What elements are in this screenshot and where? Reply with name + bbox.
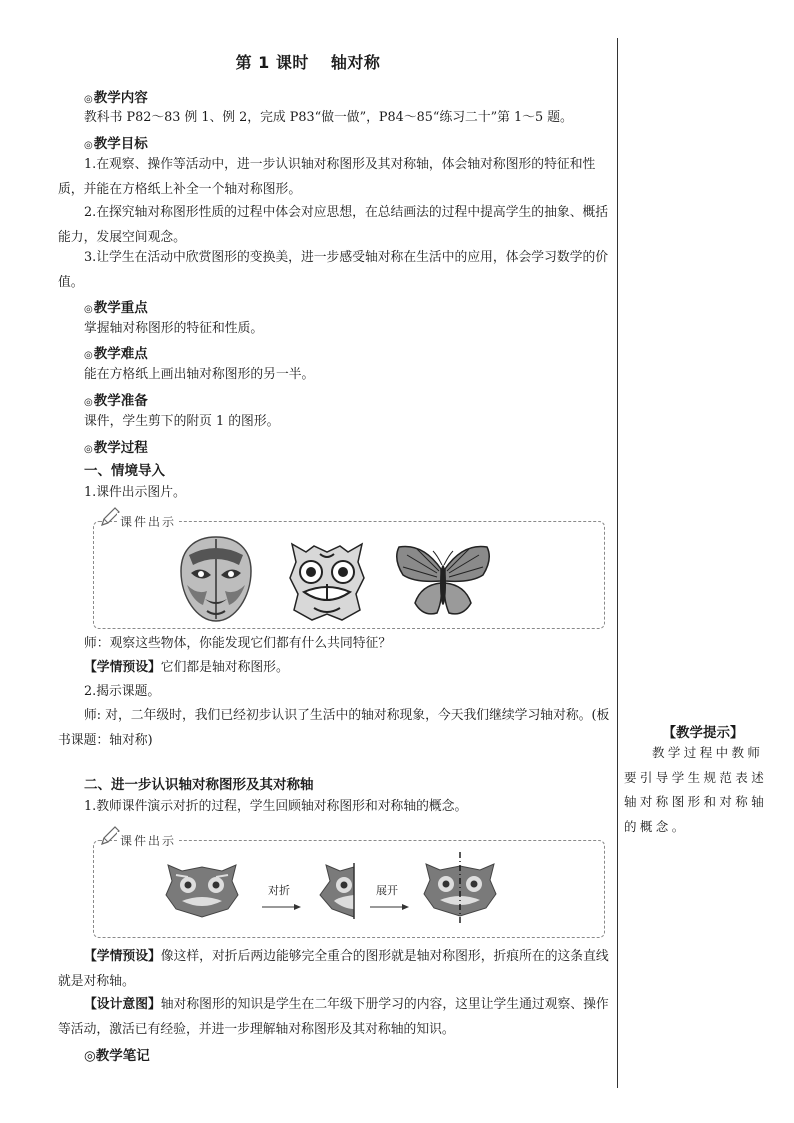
part2-design: 【设计意图】轴对称图形的知识是学生在二年级下册学习的内容，这里让学生通过观察、操作等活动，激活已有经验，并进一步理解轴对称图形及其对称轴的知识。 xyxy=(58,997,609,1037)
key-point-text: 掌握轴对称图形的特征和性质。 xyxy=(84,321,264,336)
heading-key-point: ◎教学重点 xyxy=(84,300,148,316)
arrow-icon xyxy=(262,896,302,915)
part2-heading: 二、进一步认识轴对称图形及其对称轴 xyxy=(84,777,314,793)
unfold-label: 展开 xyxy=(376,884,398,897)
goal-item-2: 2.在探究轴对称图形性质的过程中体会对应思想，在总结画法的过程中提高学生的抽象、概括能力，发展空间观念。 xyxy=(58,205,609,245)
goal-item-3: 3.让学生在活动中欣赏图形的变换美，进一步感受轴对称在生活中的应用，体会学习数学的价值。 xyxy=(58,250,609,290)
goal-item-1: 1.在观察、操作等活动中，进一步认识轴对称图形及其对称轴，体会轴对称图形的特征和性质，并能在方格纸上补全一个轴对称图形。 xyxy=(58,157,596,197)
part2-step1: 1.教师课件演示对折的过程，学生回顾轴对称图形和对称轴的概念。 xyxy=(84,799,468,814)
title-lesson: 第 1 课时 xyxy=(235,53,309,72)
heading-goals: ◎教学目标 xyxy=(84,136,148,152)
heading-difficulty: ◎教学难点 xyxy=(84,346,148,362)
fold-label: 对折 xyxy=(268,884,290,897)
sidebar-text: 教学过程中教师要引导学生规范表述轴对称图形和对称轴的概念。 xyxy=(624,745,768,834)
tiger-papercut-image xyxy=(284,538,370,628)
page-title xyxy=(0,50,616,73)
part1-preset: 【学情预设】它们都是轴对称图形。 xyxy=(84,660,289,675)
part1-question: 师：观察这些物体，你能发现它们都有什么共同特征？ xyxy=(84,636,392,651)
courseware-label-1: 课件出示 xyxy=(117,513,179,530)
part2-preset: 【学情预设】像这样，对折后两边能够完全重合的图形就是轴对称图形，折痕所在的这条直线就是对称轴。 xyxy=(58,949,609,989)
butterfly-image xyxy=(393,541,493,625)
tiger-half-image xyxy=(314,859,358,925)
part1-heading: 一、情境导入 xyxy=(84,463,165,479)
heading-content: ◎教学内容 xyxy=(84,90,148,106)
courseware-label-2: 课件出示 xyxy=(117,832,179,849)
sidebar-title: 【教学提示】 xyxy=(662,725,744,741)
heading-prep: ◎教学准备 xyxy=(84,393,148,409)
part1-teacher: 师: 对，二年级时，我们已经初步认识了生活中的轴对称现象，今天我们继续学习轴对称。(板书课题：轴对称) xyxy=(58,708,610,748)
prep-text: 课件，学生剪下的附页 1 的图形。 xyxy=(84,414,280,429)
arrow-icon xyxy=(370,896,410,915)
difficulty-text: 能在方格纸上画出轴对称图形的另一半。 xyxy=(84,367,315,382)
title-topic: 轴对称 xyxy=(330,53,381,72)
notes-heading: ◎教学笔记 xyxy=(84,1048,150,1064)
tiger-unfolded-image xyxy=(418,852,502,930)
opera-mask-image xyxy=(177,535,255,627)
part1-step2: 2.揭示课题。 xyxy=(84,684,161,699)
part1-step1: 1.课件出示图片。 xyxy=(84,485,186,500)
column-divider xyxy=(617,38,618,1088)
heading-process: ◎教学过程 xyxy=(84,440,148,456)
tiger-full-image xyxy=(162,859,242,925)
content-text: 教科书 P82～83 例 1、例 2，完成 P83“做一做”，P84～85“练习二十”第 1～5 题。 xyxy=(84,110,573,125)
